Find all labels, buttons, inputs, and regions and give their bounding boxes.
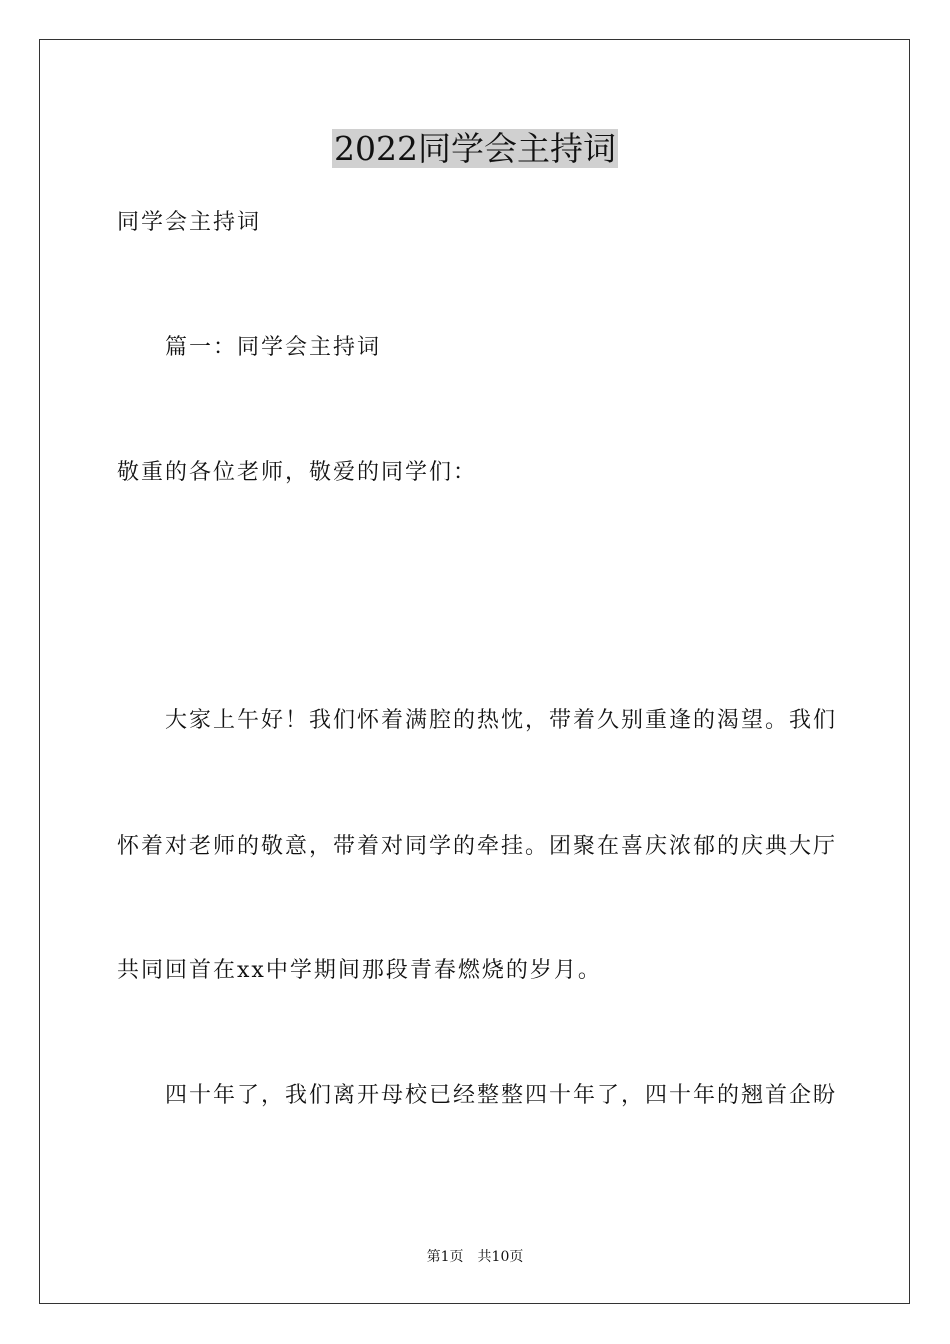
body-line-2: 怀着对老师的敬意，带着对同学的牵挂。团聚在喜庆浓郁的庆典大厅 [117, 834, 838, 859]
body-line-1: 大家上午好！我们怀着满腔的热忱，带着久别重逢的渴望。我们 [165, 708, 838, 733]
body-line-3: 共同回首在xx中学期间那段青春燃烧的岁月。 [117, 958, 602, 983]
section-heading: 篇一：同学会主持词 [165, 335, 382, 360]
subtitle-line: 同学会主持词 [117, 210, 262, 235]
page-footer: 第1页 共10页 [426, 1249, 524, 1265]
salutation-line: 敬重的各位老师，敬爱的同学们： [117, 460, 478, 485]
body-line-4: 四十年了，我们离开母校已经整整四十年了，四十年的翘首企盼 [165, 1083, 838, 1108]
document-title [0, 128, 950, 170]
document-title-text: 2022同学会主持词 [334, 129, 616, 168]
